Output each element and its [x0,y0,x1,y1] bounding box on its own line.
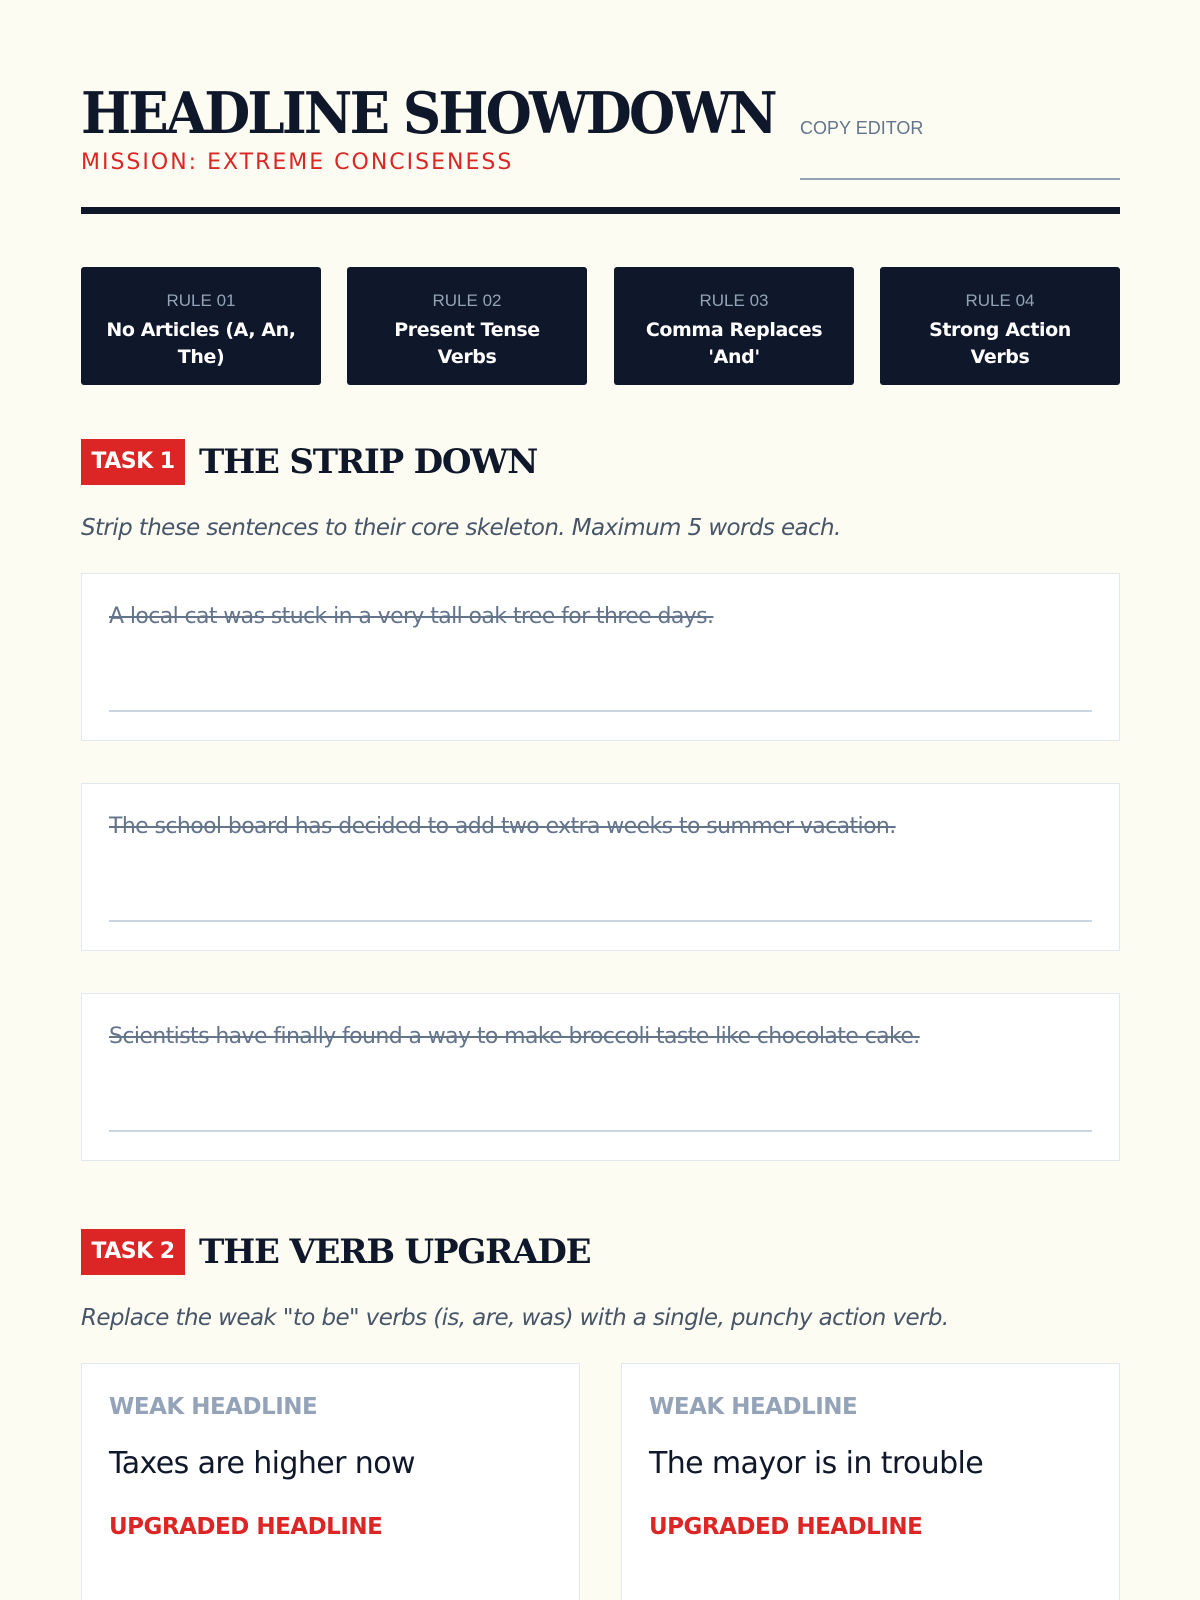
rule-number: RULE 01 [166,291,236,310]
weak-headline-text: The mayor is in trouble [649,1446,984,1481]
rule-card-02 [347,267,587,385]
rule-card-01 [81,267,321,385]
task-title: THE STRIP DOWN [199,442,538,482]
task2-description: Replace the weak "to be" verbs (is, are, was) with a single, punchy action verb. [81,1305,949,1331]
verb-upgrade-card [81,1363,580,1600]
page-subtitle: MISSION: EXTREME CONCISENESS [81,150,514,175]
weak-headline-label: WEAK HEADLINE [649,1394,858,1420]
page-title: HEADLINE SHOWDOWN [81,80,775,147]
original-sentence: A local cat was stuck in a very tall oak tree for three days. [109,604,714,629]
rule-name: No Articles (A, An, The) [106,319,296,368]
task-title: THE VERB UPGRADE [199,1232,591,1272]
task1-description: Strip these sentences to their core skeleton. Maximum 5 words each. [81,515,841,541]
rule-card-03 [614,267,854,385]
original-sentence: The school board has decided to add two extra weeks to summer vacation. [109,814,896,839]
copy-editor-label: COPY EDITOR [800,118,924,138]
answer-field[interactable] [109,920,1092,922]
strip-down-item [81,993,1120,1161]
upgraded-headline-label: UPGRADED HEADLINE [649,1514,923,1540]
answer-field[interactable] [109,1130,1092,1132]
header-divider [81,207,1120,214]
header [81,82,1120,214]
upgraded-headline-label: UPGRADED HEADLINE [109,1514,383,1540]
rule-number: RULE 02 [432,291,502,310]
rule-number: RULE 03 [699,291,769,310]
rule-name: Strong Action Verbs [929,319,1071,368]
task-badge: TASK 2 [81,1229,185,1275]
rule-name: Comma Replaces 'And' [645,319,823,368]
strip-down-item [81,573,1120,741]
weak-headline-label: WEAK HEADLINE [109,1394,318,1420]
rule-number: RULE 04 [965,291,1035,310]
rule-name: Present Tense Verbs [394,319,540,368]
weak-headline-text: Taxes are higher now [109,1446,415,1481]
strip-down-item [81,783,1120,951]
rule-card-04 [880,267,1120,385]
copy-editor-field[interactable] [800,178,1120,180]
answer-field[interactable] [109,710,1092,712]
original-sentence: Scientists have finally found a way to make broccoli taste like chocolate cake. [109,1024,920,1049]
task-badge: TASK 1 [81,439,185,485]
rules-row [81,267,1120,385]
verb-upgrade-card [621,1363,1120,1600]
